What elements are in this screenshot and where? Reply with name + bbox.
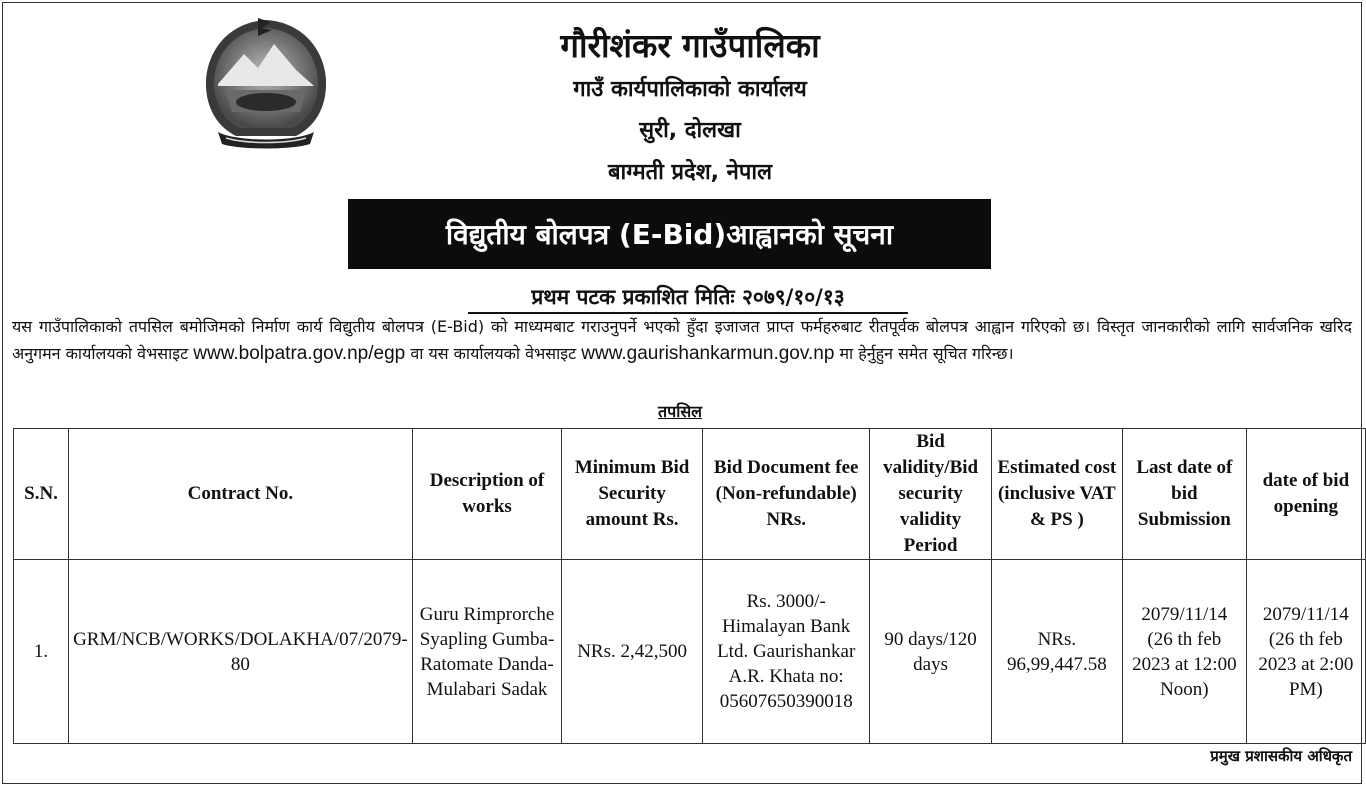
office-location: सुरी, दोलखा xyxy=(639,118,741,143)
cell-opening-date: 2079/11/14 (26 th feb 2023 at 2:00 PM) xyxy=(1246,560,1365,744)
province-country: बाग्मती प्रदेश, नेपाल xyxy=(608,160,772,185)
signatory-title: प्रमुख प्रशासकीय अधिकृत xyxy=(1210,747,1352,765)
notice-title: विद्युतीय बोलपत्र (E-Bid)आह्वानको सूचना xyxy=(445,218,894,251)
table-header-row xyxy=(14,429,1366,560)
cell-contract-no: GRM/NCB/WORKS/DOLAKHA/07/2079-80 xyxy=(69,560,413,744)
cell-bid-security: NRs. 2,42,500 xyxy=(562,560,703,744)
header-sn: S.N. xyxy=(14,429,69,560)
office-name: गाउँ कार्यपालिकाको कार्यालय xyxy=(573,77,807,102)
header-opening-date: date of bid opening xyxy=(1246,429,1365,560)
publish-date: प्रथम पटक प्रकाशित मितिः २०७९/१०/१३ xyxy=(468,282,908,314)
header-validity-period: Bid validity/Bid security validity Period xyxy=(870,429,991,560)
cell-estimated-cost: NRs. 96,99,447.58 xyxy=(991,560,1122,744)
intro-text-2: वा यस कार्यालयको वेभसाइट xyxy=(410,344,577,363)
header-bid-security: Minimum Bid Security amount Rs. xyxy=(562,429,703,560)
cell-document-fee: Rs. 3000/- Himalayan Bank Ltd. Gaurishankar A.R. Khata no: 05607650390018 xyxy=(702,560,870,744)
intro-text-1: यस गाउँपालिकाको तपसिल बमोजिमको निर्माण कार्य विद्युतीय बोलपत्र (E-Bid) को माध्यमबाट गराउनुपर्ने भएको हुँदा इजाजत प्राप्त फर्महरुबाट रीतपूर्वक बोलपत्र आह्वान गरिएको छ। विस्तृत जानकारीको लागि सार्वजनिक खरिद अनुगमन कार्यालयको वेभसाइट xyxy=(12,317,1352,363)
municipality-website-link[interactable]: www.gaurishankarmun.gov.np xyxy=(581,343,835,364)
intro-paragraph xyxy=(12,313,1352,367)
bolpatra-website-link[interactable]: www.bolpatra.gov.np/egp xyxy=(193,343,406,364)
cell-last-submission-date: 2079/11/14 (26 th feb 2023 at 12:00 Noon) xyxy=(1123,560,1247,744)
header-estimated-cost: Estimated cost (inclusive VAT & PS ) xyxy=(991,429,1122,560)
cell-validity-period: 90 days/120 days xyxy=(870,560,991,744)
nepal-government-emblem-icon xyxy=(196,14,336,150)
intro-text-3: मा हेर्नुहुन समेत सूचित गरिन्छ। xyxy=(839,344,1014,363)
header-description: Description of works xyxy=(412,429,562,560)
cell-description: Guru Rimprorche Syapling Gumba-Ratomate Danda-Mulabari Sadak xyxy=(412,560,562,744)
table-row xyxy=(14,560,1366,744)
header-last-submission-date: Last date of bid Submission xyxy=(1123,429,1247,560)
notice-title-banner xyxy=(348,199,991,269)
header-contract-no: Contract No. xyxy=(69,429,413,560)
header-document-fee: Bid Document fee (Non-refundable) NRs. xyxy=(702,429,870,560)
cell-sn: 1. xyxy=(14,560,69,744)
bid-details-table xyxy=(13,428,1366,744)
table-caption: तपसिल xyxy=(657,402,703,421)
organization-name: गौरीशंकर गाउँपालिका xyxy=(560,26,820,65)
